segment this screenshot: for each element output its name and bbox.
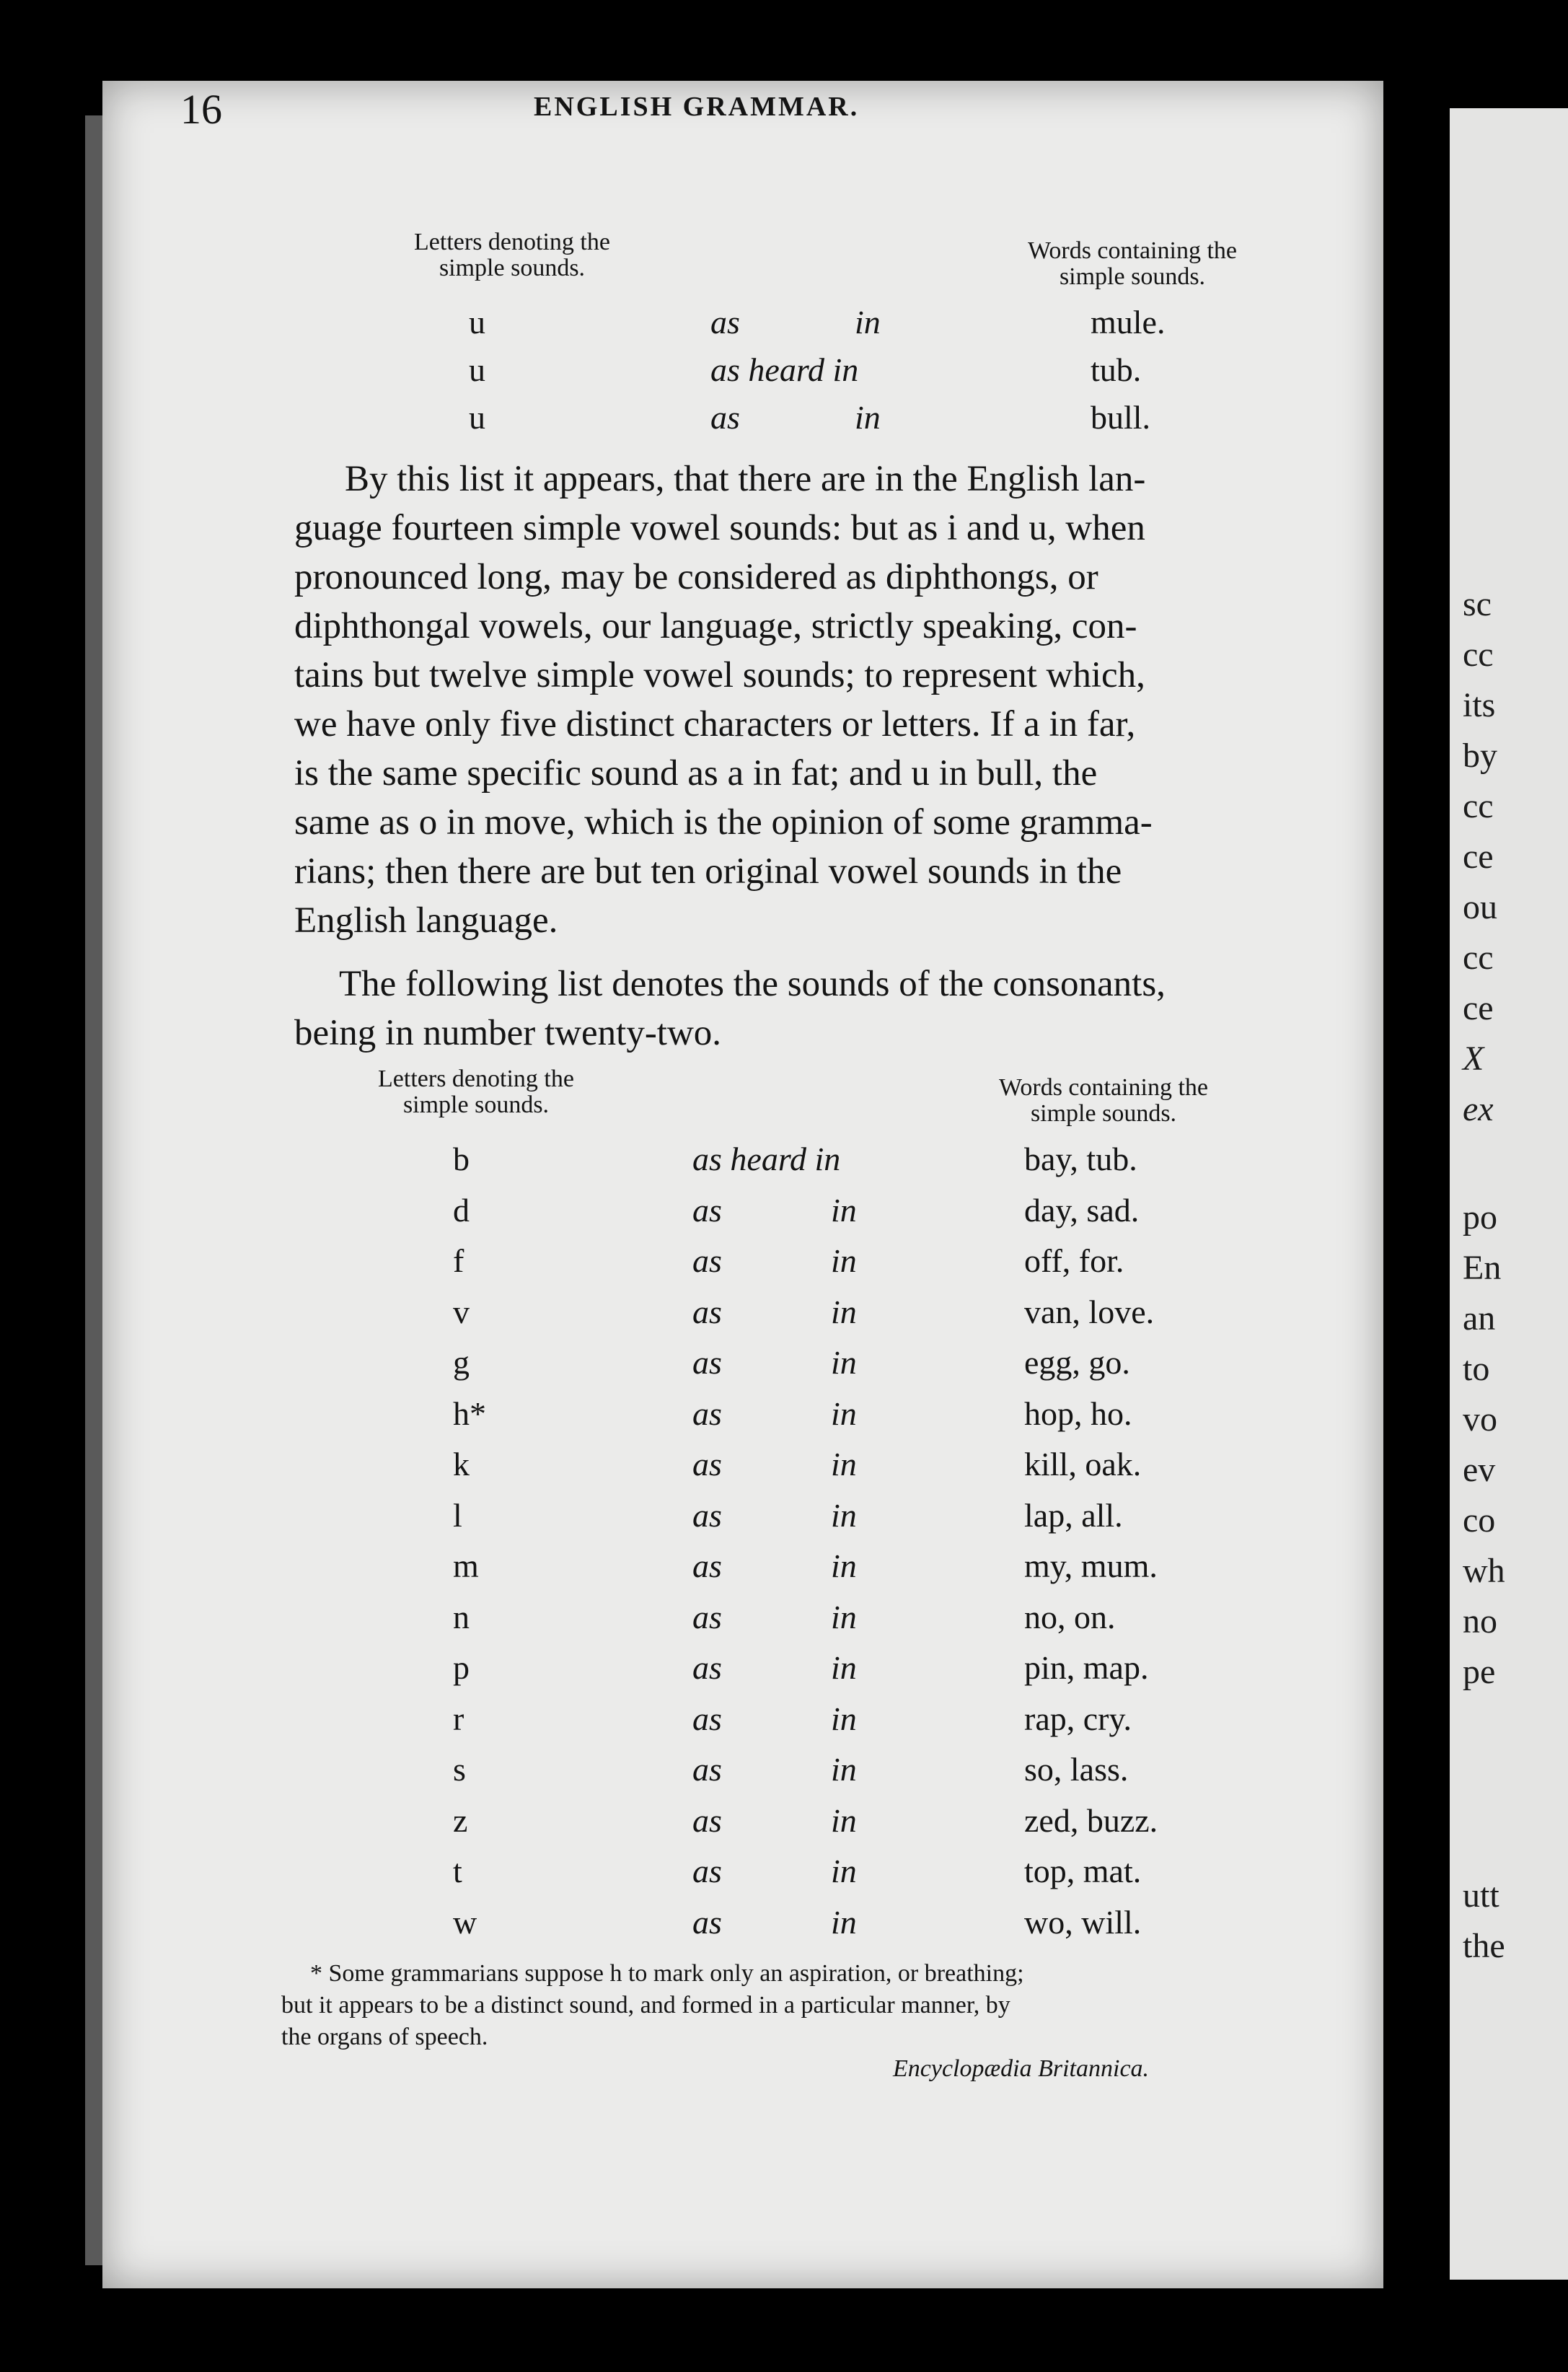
page-number: 16 [180, 86, 222, 133]
consonant-row [0, 1750, 1568, 1796]
as-label: as [710, 399, 740, 436]
facing-text-fragment: an [1463, 1299, 1496, 1337]
consonant-row [0, 1852, 1568, 1898]
facing-text-fragment: its [1463, 686, 1496, 724]
letter: u [469, 304, 485, 341]
letter: g [453, 1344, 470, 1381]
as-label: as [692, 1598, 722, 1635]
paragraph-line: The following list denotes the sounds of the consonants, [339, 964, 1166, 1004]
facing-text-fragment: the [1463, 1927, 1505, 1965]
example-words: so, lass. [1024, 1751, 1129, 1788]
paragraph-line: English language. [294, 900, 558, 941]
in-label: in [831, 1853, 857, 1889]
letter: b [453, 1141, 470, 1177]
letter: u [469, 399, 485, 436]
letter: p [453, 1649, 470, 1686]
in-label: in [831, 1649, 857, 1686]
facing-text-fragment: to [1463, 1350, 1490, 1388]
facing-text-fragment: cc [1463, 939, 1494, 977]
as-label: as [692, 1191, 722, 1229]
in-label: in [831, 1751, 857, 1788]
facing-text-fragment: ce [1463, 838, 1494, 876]
letter: h* [453, 1394, 486, 1432]
facing-text-fragment: no [1463, 1602, 1497, 1640]
as-label: as [692, 1700, 722, 1737]
in-label: in [831, 1903, 857, 1941]
consonant-row [0, 1648, 1568, 1695]
facing-text-fragment: X [1463, 1040, 1484, 1078]
facing-text-fragment: ce [1463, 989, 1494, 1027]
letter: t [453, 1853, 462, 1889]
in-label: in [855, 304, 881, 341]
paragraph-line: guage fourteen simple vowel sounds: but as i and u, when [294, 508, 1145, 548]
paragraph-line: we have only five distinct characters or letters. If a in far, [294, 704, 1136, 744]
letter: f [453, 1242, 464, 1279]
facing-text-fragment: ou [1463, 888, 1497, 926]
paragraph-line: pronounced long, may be considered as diphthongs, or [294, 557, 1098, 597]
example-words: top, mat. [1024, 1853, 1142, 1889]
paragraph-vowels [294, 454, 1297, 945]
facing-text-fragment: po [1463, 1198, 1497, 1236]
facing-text-fragment: co [1463, 1501, 1496, 1539]
consonant-row [0, 1394, 1568, 1441]
facing-text-fragment: by [1463, 737, 1497, 775]
paragraph-line: diphthongal vowels, our language, strictly speaking, con- [294, 606, 1137, 646]
letter: m [453, 1547, 479, 1584]
example-word: tub. [1091, 351, 1142, 388]
header-line: simple sounds. [1059, 263, 1206, 290]
consonant-row [0, 1700, 1568, 1746]
paragraph-consonants-intro [294, 959, 1320, 1058]
as-label: as [692, 1293, 722, 1330]
example-words: day, sad. [1024, 1191, 1140, 1229]
letter: z [453, 1801, 468, 1839]
paragraph-line: is the same specific sound as a in fat; and u in bull, the [294, 753, 1098, 794]
as-label: as [692, 1853, 722, 1889]
letter: k [453, 1446, 470, 1482]
as-label: as [692, 1496, 722, 1534]
consonant-row [0, 1343, 1568, 1389]
example-words: rap, cry. [1024, 1700, 1132, 1737]
facing-text-fragment: ex [1463, 1090, 1494, 1128]
as-label: as heard in [692, 1141, 841, 1177]
letter: w [453, 1903, 477, 1941]
as-label: as [692, 1801, 722, 1839]
footnote-line: but it appears to be a distinct sound, and formed in a particular manner, by [281, 1992, 1010, 2019]
header-line: simple sounds. [402, 1091, 550, 1118]
as-label: as [692, 1547, 722, 1584]
letter: d [453, 1191, 470, 1229]
example-words: pin, map. [1024, 1649, 1149, 1686]
example-words: wo, will. [1024, 1903, 1142, 1941]
footnote-source: Encyclopædia Britannica. [893, 2055, 1150, 2082]
header-line: simple sounds. [1030, 1100, 1177, 1127]
as-label: as [692, 1394, 722, 1432]
letter: s [453, 1751, 466, 1788]
footnote [281, 1958, 1233, 2053]
consonant-row [0, 1496, 1568, 1542]
example-words: lap, all. [1024, 1496, 1123, 1534]
paragraph-line: tains but twelve simple vowel sounds; to represent which, [294, 655, 1145, 695]
in-label: in [831, 1191, 857, 1229]
as-label: as [692, 1903, 722, 1941]
in-label: in [831, 1700, 857, 1737]
example-words: zed, buzz. [1024, 1801, 1158, 1839]
in-label: in [831, 1242, 857, 1279]
facing-text-fragment: vo [1463, 1400, 1497, 1438]
header-line: Words containing the [1028, 237, 1237, 264]
consonant-row [0, 1191, 1568, 1237]
example-words: off, for. [1024, 1242, 1124, 1279]
consonant-row [0, 1242, 1568, 1288]
as-label: as [692, 1751, 722, 1788]
facing-text-fragment: utt [1463, 1876, 1499, 1915]
as-label: as [710, 304, 740, 341]
header-line: Letters denoting the [378, 1066, 574, 1092]
example-words: my, mum. [1024, 1547, 1158, 1584]
consonant-row [0, 1547, 1568, 1593]
vowel-row [0, 398, 1568, 444]
consonant-row [0, 1903, 1568, 1949]
facing-text-fragment: sc [1463, 585, 1492, 623]
example-words: kill, oak. [1024, 1446, 1142, 1482]
facing-text-fragment: cc [1463, 787, 1494, 825]
example-words: egg, go. [1024, 1344, 1130, 1381]
in-label: in [831, 1496, 857, 1534]
header-line: Letters denoting the [414, 229, 610, 255]
example-word: mule. [1091, 304, 1166, 341]
header-line: simple sounds. [439, 255, 586, 281]
as-label: as [692, 1446, 722, 1482]
footnote-line: * Some grammarians suppose h to mark only an aspiration, or breathing; [310, 1960, 1024, 1987]
letter: l [453, 1496, 462, 1534]
example-words: bay, tub. [1024, 1141, 1137, 1177]
running-title: ENGLISH GRAMMAR. [534, 92, 860, 122]
consonant-row [0, 1801, 1568, 1848]
paragraph-line: being in number twenty-two. [294, 1013, 722, 1053]
as-label: as [692, 1344, 722, 1381]
consonant-col-letters-header [310, 1066, 642, 1118]
example-words: van, love. [1024, 1293, 1155, 1330]
vowel-row [0, 303, 1568, 349]
footnote-line: the organs of speech. [281, 2024, 488, 2050]
paragraph-line: same as o in move, which is the opinion of some gramma- [294, 802, 1153, 843]
in-label: in [831, 1598, 857, 1635]
letter: n [453, 1598, 470, 1635]
consonant-row [0, 1140, 1568, 1186]
as-label: as heard in [710, 351, 859, 388]
consonant-row [0, 1293, 1568, 1339]
in-label: in [855, 399, 881, 436]
in-label: in [831, 1801, 857, 1839]
facing-text-fragment: En [1463, 1249, 1502, 1287]
example-word: bull. [1091, 399, 1151, 436]
as-label: as [692, 1242, 722, 1279]
header-line: Words containing the [999, 1074, 1208, 1101]
letter: u [469, 351, 485, 388]
example-words: hop, ho. [1024, 1394, 1132, 1432]
facing-text-fragment: cc [1463, 636, 1494, 674]
in-label: in [831, 1344, 857, 1381]
consonant-row [0, 1445, 1568, 1491]
in-label: in [831, 1547, 857, 1584]
example-words: no, on. [1024, 1598, 1116, 1635]
facing-text-fragment: wh [1463, 1552, 1505, 1590]
paragraph-line: rians; then there are but ten original vowel sounds in the [294, 851, 1122, 892]
facing-text-fragment: pe [1463, 1653, 1496, 1691]
consonant-col-words-header [938, 1075, 1269, 1127]
vowel-col-letters-header [339, 229, 685, 281]
in-label: in [831, 1293, 857, 1330]
in-label: in [831, 1394, 857, 1432]
vowel-col-words-header [966, 238, 1298, 290]
facing-text-fragment: ev [1463, 1451, 1496, 1489]
letter: v [453, 1293, 470, 1330]
letter: r [453, 1700, 464, 1737]
as-label: as [692, 1649, 722, 1686]
paragraph-line: By this list it appears, that there are in the English lan- [345, 459, 1146, 499]
in-label: in [831, 1446, 857, 1482]
vowel-row [0, 351, 1568, 397]
consonant-row [0, 1598, 1568, 1644]
